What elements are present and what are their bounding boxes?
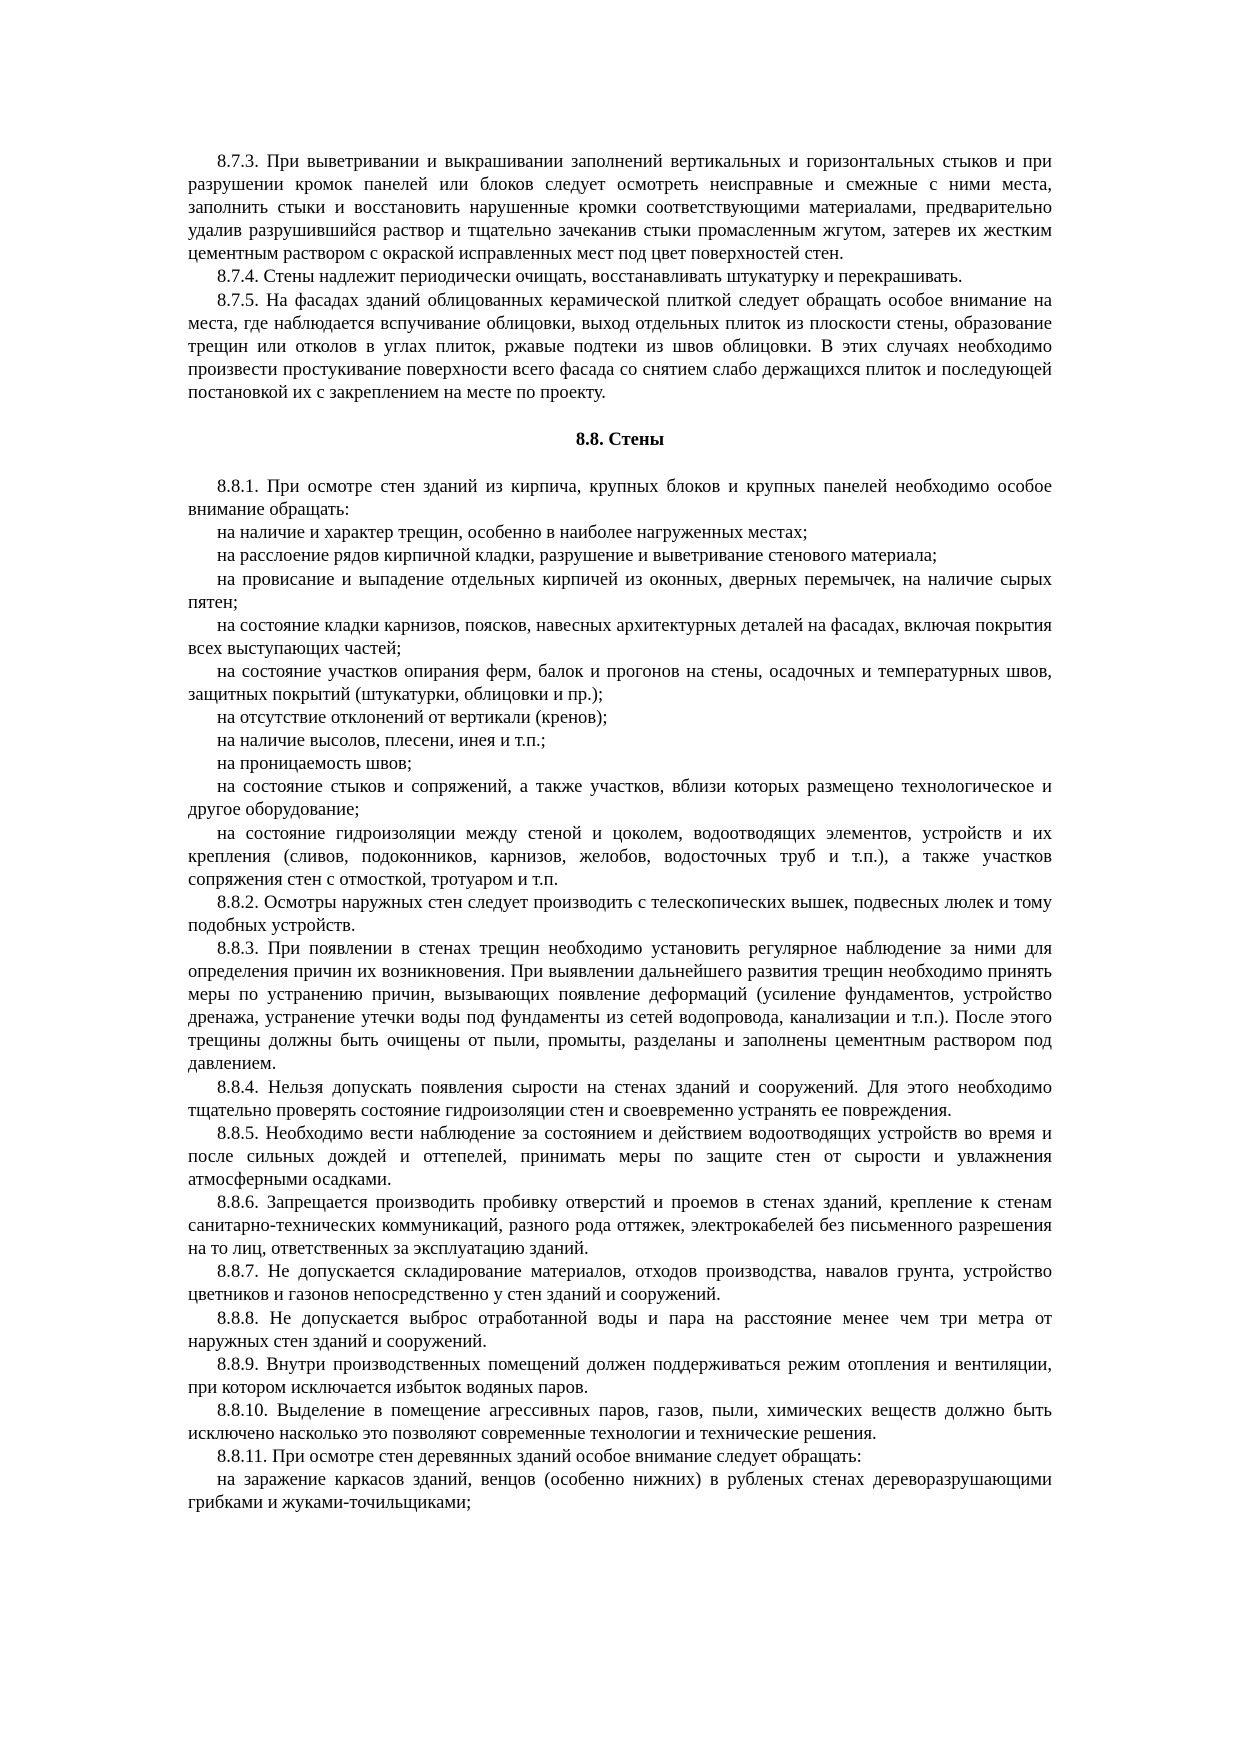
list-item: на проницаемость швов; [217, 753, 412, 775]
paragraph-8-8-6: 8.8.6. Запрещается производить пробивку отверстий и проемов в стенах зданий, крепление к стенам санитарно-технических коммуникаций, разного рода оттяжек, электрокабелей без письменного разрешения на то лиц, ответственных за эксплуатацию зданий. [188, 1192, 1052, 1260]
list-item: на отсутствие отклонений от вертикали (кренов); [217, 707, 608, 729]
list-item: на наличие высолов, плесени, инея и т.п.; [217, 730, 546, 752]
paragraph-8-7-3: 8.7.3. При выветривании и выкрашивании заполнений вертикальных и горизонтальных стыков и при разрушении кромок панелей или блоков следует осмотреть неисправные и смежные с ними места, заполнить стыки и восстановить нарушенные кромки соответствующими материалами, предварительно удалив разрушившийся раствор и тщательно зачеканив стыки промасленным жгутом, затерев их жестким цементным раствором с окраской исправленных мест под цвет поверхностей стен. [188, 151, 1052, 265]
paragraph-8-8-7: 8.8.7. Не допускается складирование материалов, отходов производства, навалов грунта, устройство цветников и газонов непосредственно у стен зданий и сооружений. [188, 1261, 1052, 1306]
paragraph-8-7-5: 8.7.5. На фасадах зданий облицованных керамической плиткой следует обращать особое внимание на места, где наблюдается вспучивание облицовки, выход отдельных плиток из плоскости стены, образование трещин или отколов в углах плиток, ржавые подтеки из швов облицовки. В этих случаях необходимо произвести простукивание поверхности всего фасада со снятием слабо держащихся плиток и последующей постановкой их с закреплением на месте по проекту. [188, 289, 1052, 403]
paragraph-8-7-4: 8.7.4. Стены надлежит периодически очищать, восстанавливать штукатурку и перекрашивать. [217, 266, 963, 288]
list-item: на провисание и выпадение отдельных кирпичей из оконных, дверных перемычек, на наличие сырых пятен; [188, 568, 1052, 613]
paragraph-8-8-4: 8.8.4. Нельзя допускать появления сырости на стенах зданий и сооружений. Для этого необходимо тщательно проверять состояние гидроизоляции стен и своевременно устранять ее повреждения. [188, 1076, 1052, 1121]
document-page [188, 150, 1052, 1514]
paragraph-8-8-3: 8.8.3. При появлении в стенах трещин необходимо установить регулярное наблюдение за ними для определения причин их возникновения. При выявлении дальнейшего развития трещин необходимо принять меры по устранению причин, вызывающих появление деформаций (усиление фундаментов, устройство дренажа, устранение утечки воды под фундаменты из сетей водопровода, канализации и т.п.). После этого трещины должны быть очищены от пыли, промыты, разделаны и заполнены цементным раствором под давлением. [188, 938, 1052, 1075]
paragraph-8-8-11: 8.8.11. При осмотре стен деревянных зданий особое внимание следует обращать: [217, 1446, 862, 1468]
paragraph-8-8-8: 8.8.8. Не допускается выброс отработанной воды и пара на расстояние менее чем три метра от наружных стен зданий и сооружений. [188, 1307, 1052, 1352]
list-item: на состояние участков опирания ферм, балок и прогонов на стены, осадочных и температурных швов, защитных покрытий (штукатурки, облицовки и пр.); [188, 660, 1052, 705]
list-item: на состояние кладки карнизов, поясков, навесных архитектурных деталей на фасадах, включая покрытия всех выступающих частей; [188, 614, 1052, 659]
section-heading-block [188, 404, 1052, 475]
paragraph-8-8-1: 8.8.1. При осмотре стен зданий из кирпича, крупных блоков и крупных панелей необходимо особое внимание обращать: [188, 476, 1052, 521]
list-item: на состояние стыков и сопряжений, а также участков, вблизи которых размещено технологическое и другое оборудование; [188, 776, 1052, 821]
paragraph-8-8-10: 8.8.10. Выделение в помещение агрессивных паров, газов, пыли, химических веществ должно быть исключено насколько это позволяют современные технологии и технические решения. [188, 1399, 1052, 1444]
paragraph-8-8-9: 8.8.9. Внутри производственных помещений должен поддерживаться режим отопления и вентиляции, при котором исключается избыток водяных паров. [188, 1353, 1052, 1398]
list-item: на расслоение рядов кирпичной кладки, разрушение и выветривание стенового материала; [217, 545, 938, 567]
list-item: на заражение каркасов зданий, венцов (особенно нижних) в рубленых стенах дереворазрушающими грибками и жуками-точильщиками; [188, 1469, 1052, 1514]
section-heading: 8.8. Стены [575, 429, 665, 451]
list-item: на наличие и характер трещин, особенно в наиболее нагруженных местах; [217, 522, 808, 544]
list-item: на состояние гидроизоляции между стеной и цоколем, водоотводящих элементов, устройств и их крепления (сливов, подоконников, карнизов, желобов, водосточных труб и т.п.), а также участков сопряжения стен с отмосткой, тротуаром и т.п. [188, 822, 1052, 890]
paragraph-8-8-2: 8.8.2. Осмотры наружных стен следует производить с телескопических вышек, подвесных люлек и тому подобных устройств. [188, 891, 1052, 936]
paragraph-8-8-5: 8.8.5. Необходимо вести наблюдение за состоянием и действием водоотводящих устройств во время и после сильных дождей и оттепелей, принимать меры по защите стен от сырости и увлажнения атмосферными осадками. [188, 1122, 1052, 1190]
